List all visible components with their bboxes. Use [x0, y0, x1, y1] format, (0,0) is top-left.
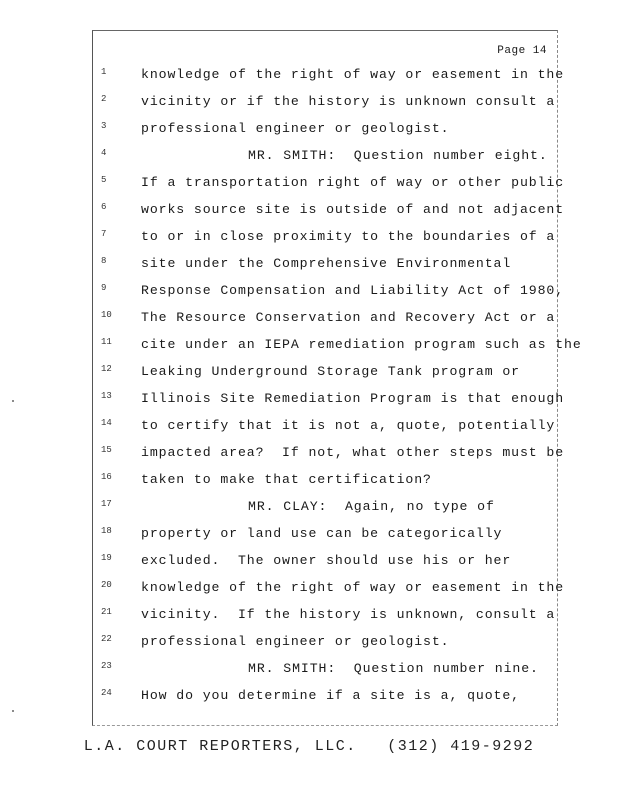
line-text: MR. CLAY: Again, no type of	[248, 499, 495, 514]
line-text: Leaking Underground Storage Tank program or	[141, 364, 520, 379]
line-text: The Resource Conservation and Recovery Act or a	[141, 310, 556, 325]
line-text: MR. SMITH: Question number eight.	[248, 148, 548, 163]
transcript-line	[93, 688, 559, 715]
line-number: 20	[101, 580, 112, 590]
line-text: knowledge of the right of way or easement in the	[141, 67, 565, 82]
transcript-line	[93, 337, 582, 364]
line-number: 5	[101, 175, 107, 185]
line-number: 18	[101, 526, 112, 536]
line-number: 4	[101, 148, 107, 158]
line-number: 21	[101, 607, 112, 617]
transcript-line	[93, 661, 559, 688]
transcript-line	[93, 121, 559, 148]
line-text: knowledge of the right of way or easement in the	[141, 580, 565, 595]
transcript-line	[93, 391, 565, 418]
transcript-line	[93, 553, 559, 580]
transcript-line	[93, 607, 559, 634]
line-text: to or in close proximity to the boundaries of a	[141, 229, 556, 244]
line-text: cite under an IEPA remediation program such as the	[141, 337, 582, 352]
line-number: 13	[101, 391, 112, 401]
page-number: Page 14	[497, 45, 547, 57]
line-text: taken to make that certification?	[141, 472, 432, 487]
transcript-page	[92, 30, 582, 726]
line-text: to certify that it is not a, quote, potentially	[141, 418, 556, 433]
line-number: 17	[101, 499, 112, 509]
transcript-line	[93, 256, 559, 283]
court-reporter-name: L.A. COURT REPORTERS, LLC.	[83, 738, 357, 755]
line-number: 15	[101, 445, 112, 455]
transcript-line	[93, 283, 565, 310]
line-number: 9	[101, 283, 107, 293]
court-reporter-phone: (312) 419-9292	[387, 738, 535, 755]
footer	[0, 738, 618, 755]
transcript-line	[93, 175, 565, 202]
line-text: MR. SMITH: Question number nine.	[248, 661, 539, 676]
line-text: Illinois Site Remediation Program is that enough	[141, 391, 565, 406]
line-number: 19	[101, 553, 112, 563]
transcript-line	[93, 526, 559, 553]
line-text: impacted area? If not, what other steps must be	[141, 445, 565, 460]
line-text: vicinity. If the history is unknown, consult a	[141, 607, 556, 622]
line-text: works source site is outside of and not adjacent	[141, 202, 565, 217]
line-number: 22	[101, 634, 112, 644]
line-number: 10	[101, 310, 112, 320]
line-number: 3	[101, 121, 107, 131]
line-text: vicinity or if the history is unknown consult a	[141, 94, 556, 109]
transcript-line	[93, 229, 559, 256]
scan-speck	[12, 400, 14, 402]
line-number: 23	[101, 661, 112, 671]
transcript-line	[93, 148, 559, 175]
line-number: 24	[101, 688, 112, 698]
transcript-line	[93, 94, 559, 121]
line-number: 2	[101, 94, 107, 104]
transcript-line	[93, 499, 559, 526]
scan-speck	[12, 710, 14, 712]
line-number: 12	[101, 364, 112, 374]
line-text: professional engineer or geologist.	[141, 634, 450, 649]
line-number: 7	[101, 229, 107, 239]
transcript-line	[93, 364, 559, 391]
transcript-line	[93, 634, 559, 661]
line-number: 11	[101, 337, 112, 347]
line-text: site under the Comprehensive Environmental	[141, 256, 512, 271]
line-text: Response Compensation and Liability Act of 1980,	[141, 283, 565, 298]
transcript-line	[93, 418, 559, 445]
line-text: excluded. The owner should use his or her	[141, 553, 512, 568]
line-number: 1	[101, 67, 107, 77]
line-text: How do you determine if a site is a, quote,	[141, 688, 520, 703]
transcript-line	[93, 580, 565, 607]
transcript-line	[93, 67, 565, 94]
line-text: If a transportation right of way or other public	[141, 175, 565, 190]
line-number: 14	[101, 418, 112, 428]
line-number: 8	[101, 256, 107, 266]
line-number: 6	[101, 202, 107, 212]
line-text: property or land use can be categorically	[141, 526, 503, 541]
line-number: 16	[101, 472, 112, 482]
transcript-line	[93, 310, 559, 337]
transcript-line	[93, 202, 565, 229]
line-text: professional engineer or geologist.	[141, 121, 450, 136]
transcript-line	[93, 472, 559, 499]
transcript-line	[93, 445, 565, 472]
